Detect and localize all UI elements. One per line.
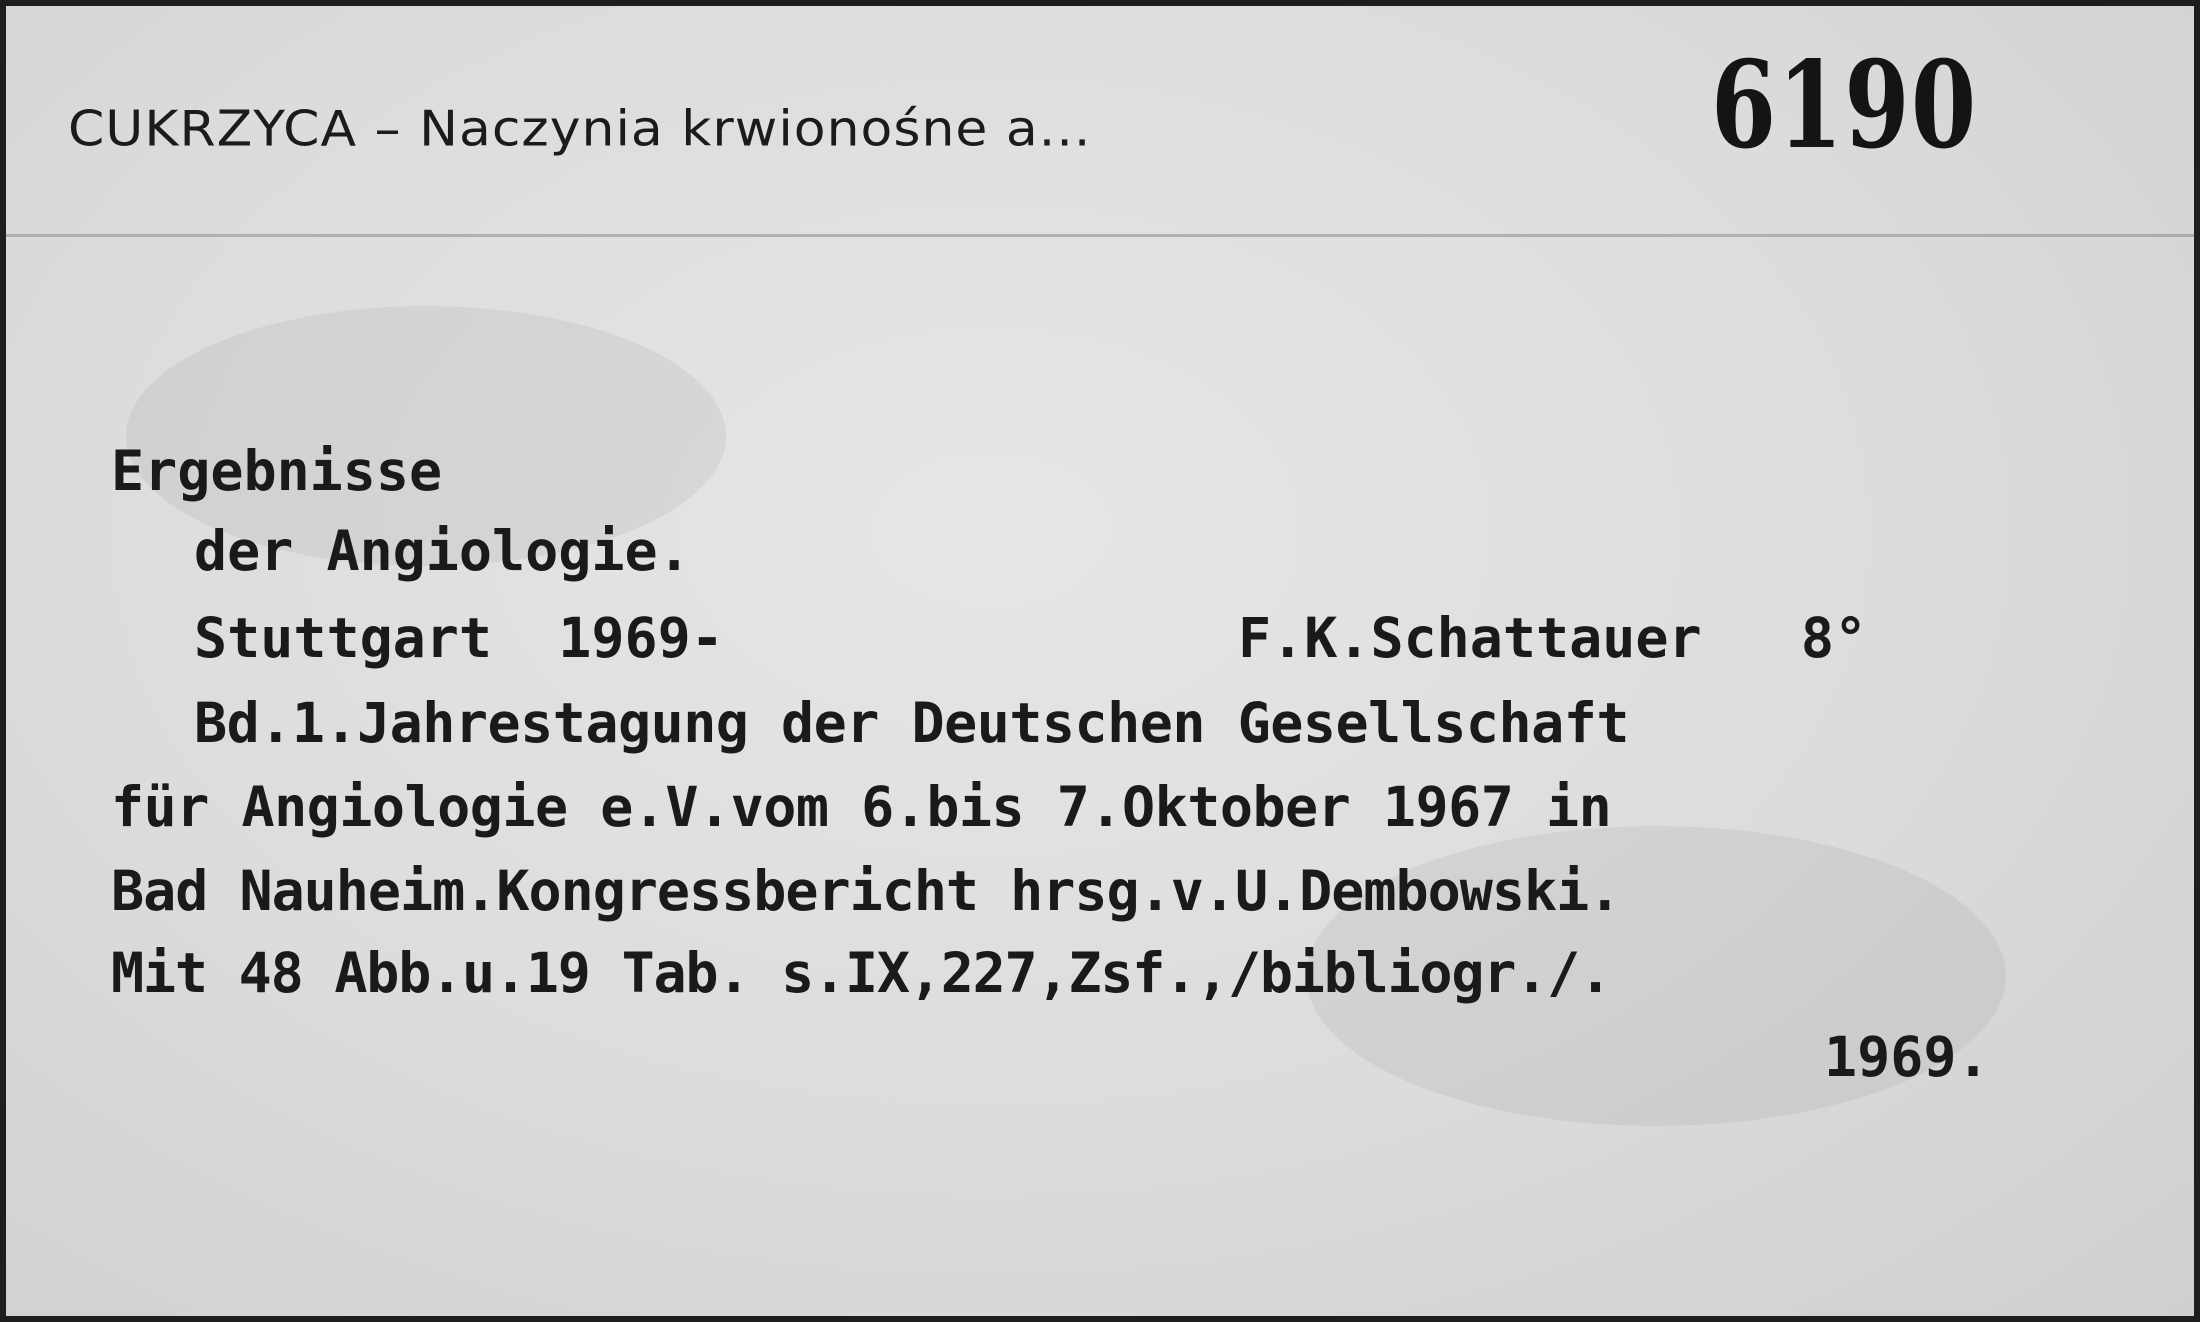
note-line-2: für Angiologie e.V.vom 6.bis 7.Oktober 1967 in xyxy=(111,775,1612,839)
publisher-format: F.K.Schattauer 8° xyxy=(1238,606,1868,670)
title-line-1: Ergebnisse xyxy=(111,439,443,503)
note-line-3: Bad Nauheim.Kongressbericht hrsg.v.U.Dembowski. xyxy=(111,859,1621,923)
header-rule xyxy=(6,234,2194,237)
note-line-1: Bd.1.Jahrestagung der Deutschen Gesellschaft xyxy=(194,691,1629,755)
note-line-4: Mit 48 Abb.u.19 Tab. s.IX,227,Zsf.,/bibliogr./. xyxy=(111,941,1611,1005)
call-number: 6190 xyxy=(1711,35,1978,176)
subject-heading: CUKRZYCA – Naczynia krwionośne a... xyxy=(68,101,1092,158)
card-header xyxy=(6,6,2194,236)
year-line: 1969. xyxy=(1824,1025,1990,1089)
title-line-2: der Angiologie. xyxy=(194,519,691,583)
place-date: Stuttgart 1969- xyxy=(194,606,724,670)
